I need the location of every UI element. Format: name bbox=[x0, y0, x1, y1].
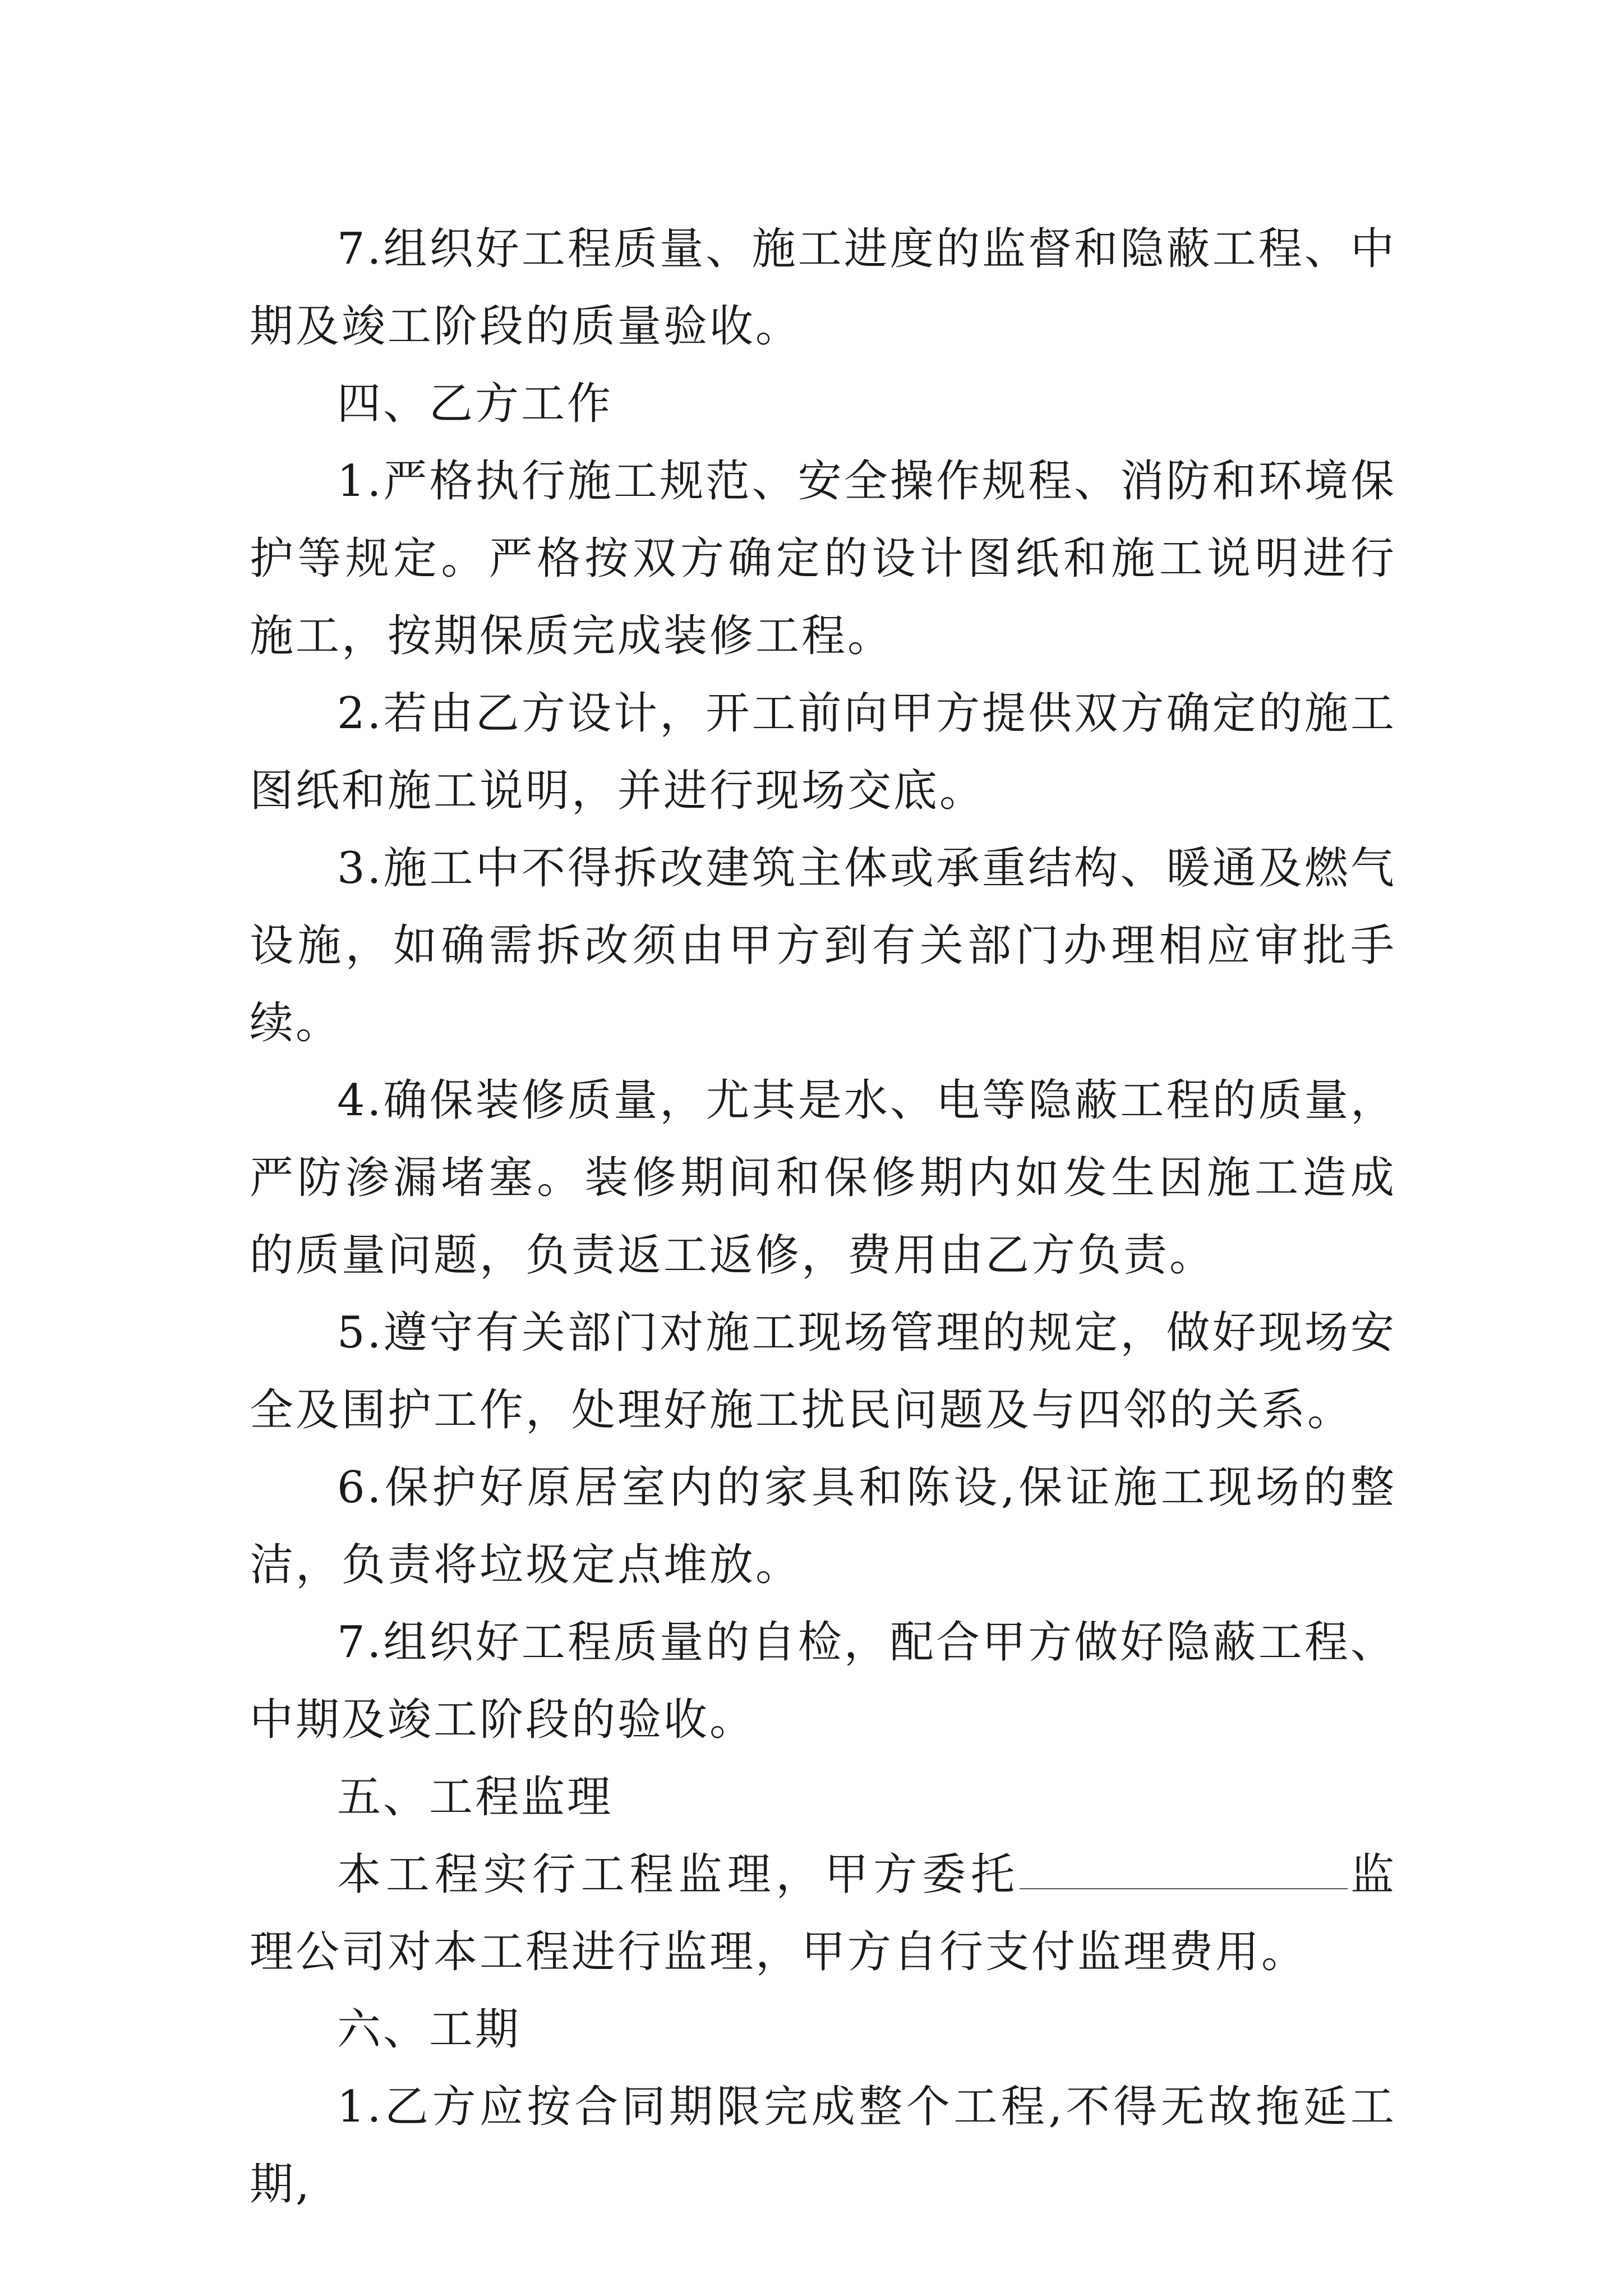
section6-heading: 六、工期 bbox=[337, 2004, 522, 2055]
section4-heading: 四、乙方工作 bbox=[337, 379, 614, 429]
supervision-company-blank bbox=[1020, 1849, 1348, 1889]
section4-item7: 7.组织好工程质量的自检，配合甲方做好隐蔽工程、中期及竣工阶段的验收。 bbox=[250, 1617, 1396, 1745]
section4-item3: 3.施工中不得拆改建筑主体或承重结构、暖通及燃气设施，如确需拆改须由甲方到有关部门办理相应审批手续。 bbox=[250, 843, 1396, 1048]
section3-item7: 7.组织好工程质量、施工进度的监督和隐蔽工程、中期及竣工阶段的质量验收。 bbox=[250, 224, 1396, 352]
section4-item2: 2.若由乙方设计，开工前向甲方提供双方确定的施工图纸和施工说明，并进行现场交底。 bbox=[250, 688, 1396, 816]
document-page bbox=[250, 210, 1396, 2223]
section5-heading: 五、工程监理 bbox=[337, 1772, 614, 1823]
section4-item5: 5.遵守有关部门对施工现场管理的规定，做好现场安全及围护工作，处理好施工扰民问题及与四邻的关系。 bbox=[250, 1308, 1396, 1435]
section4-item1: 1.严格执行施工规范、安全操作规程、消防和环境保护等规定。严格按双方确定的设计图纸和施工说明进行施工，按期保质完成装修工程。 bbox=[250, 456, 1396, 661]
section4-item4: 4.确保装修质量，尤其是水、电等隐蔽工程的质量，严防渗漏堵塞。装修期间和保修期内如发生因施工造成的质量问题，负责返工返修，费用由乙方负责。 bbox=[250, 1075, 1396, 1281]
section5-text-before-blank: 本工程实行工程监理，甲方委托 bbox=[337, 1849, 1020, 1900]
section6-item1: 1.乙方应按合同期限完成整个工程,不得无故拖延工期, bbox=[250, 2082, 1396, 2210]
section4-item6: 6.保护好原居室内的家具和陈设,保证施工现场的整洁，负责将垃圾定点堆放。 bbox=[250, 1462, 1396, 1590]
section5-text-after-blank: 监理公司对本工程进行监理，甲方自行支付监理费用。 bbox=[250, 1849, 1396, 1977]
section5-paragraph bbox=[250, 1836, 1396, 1991]
